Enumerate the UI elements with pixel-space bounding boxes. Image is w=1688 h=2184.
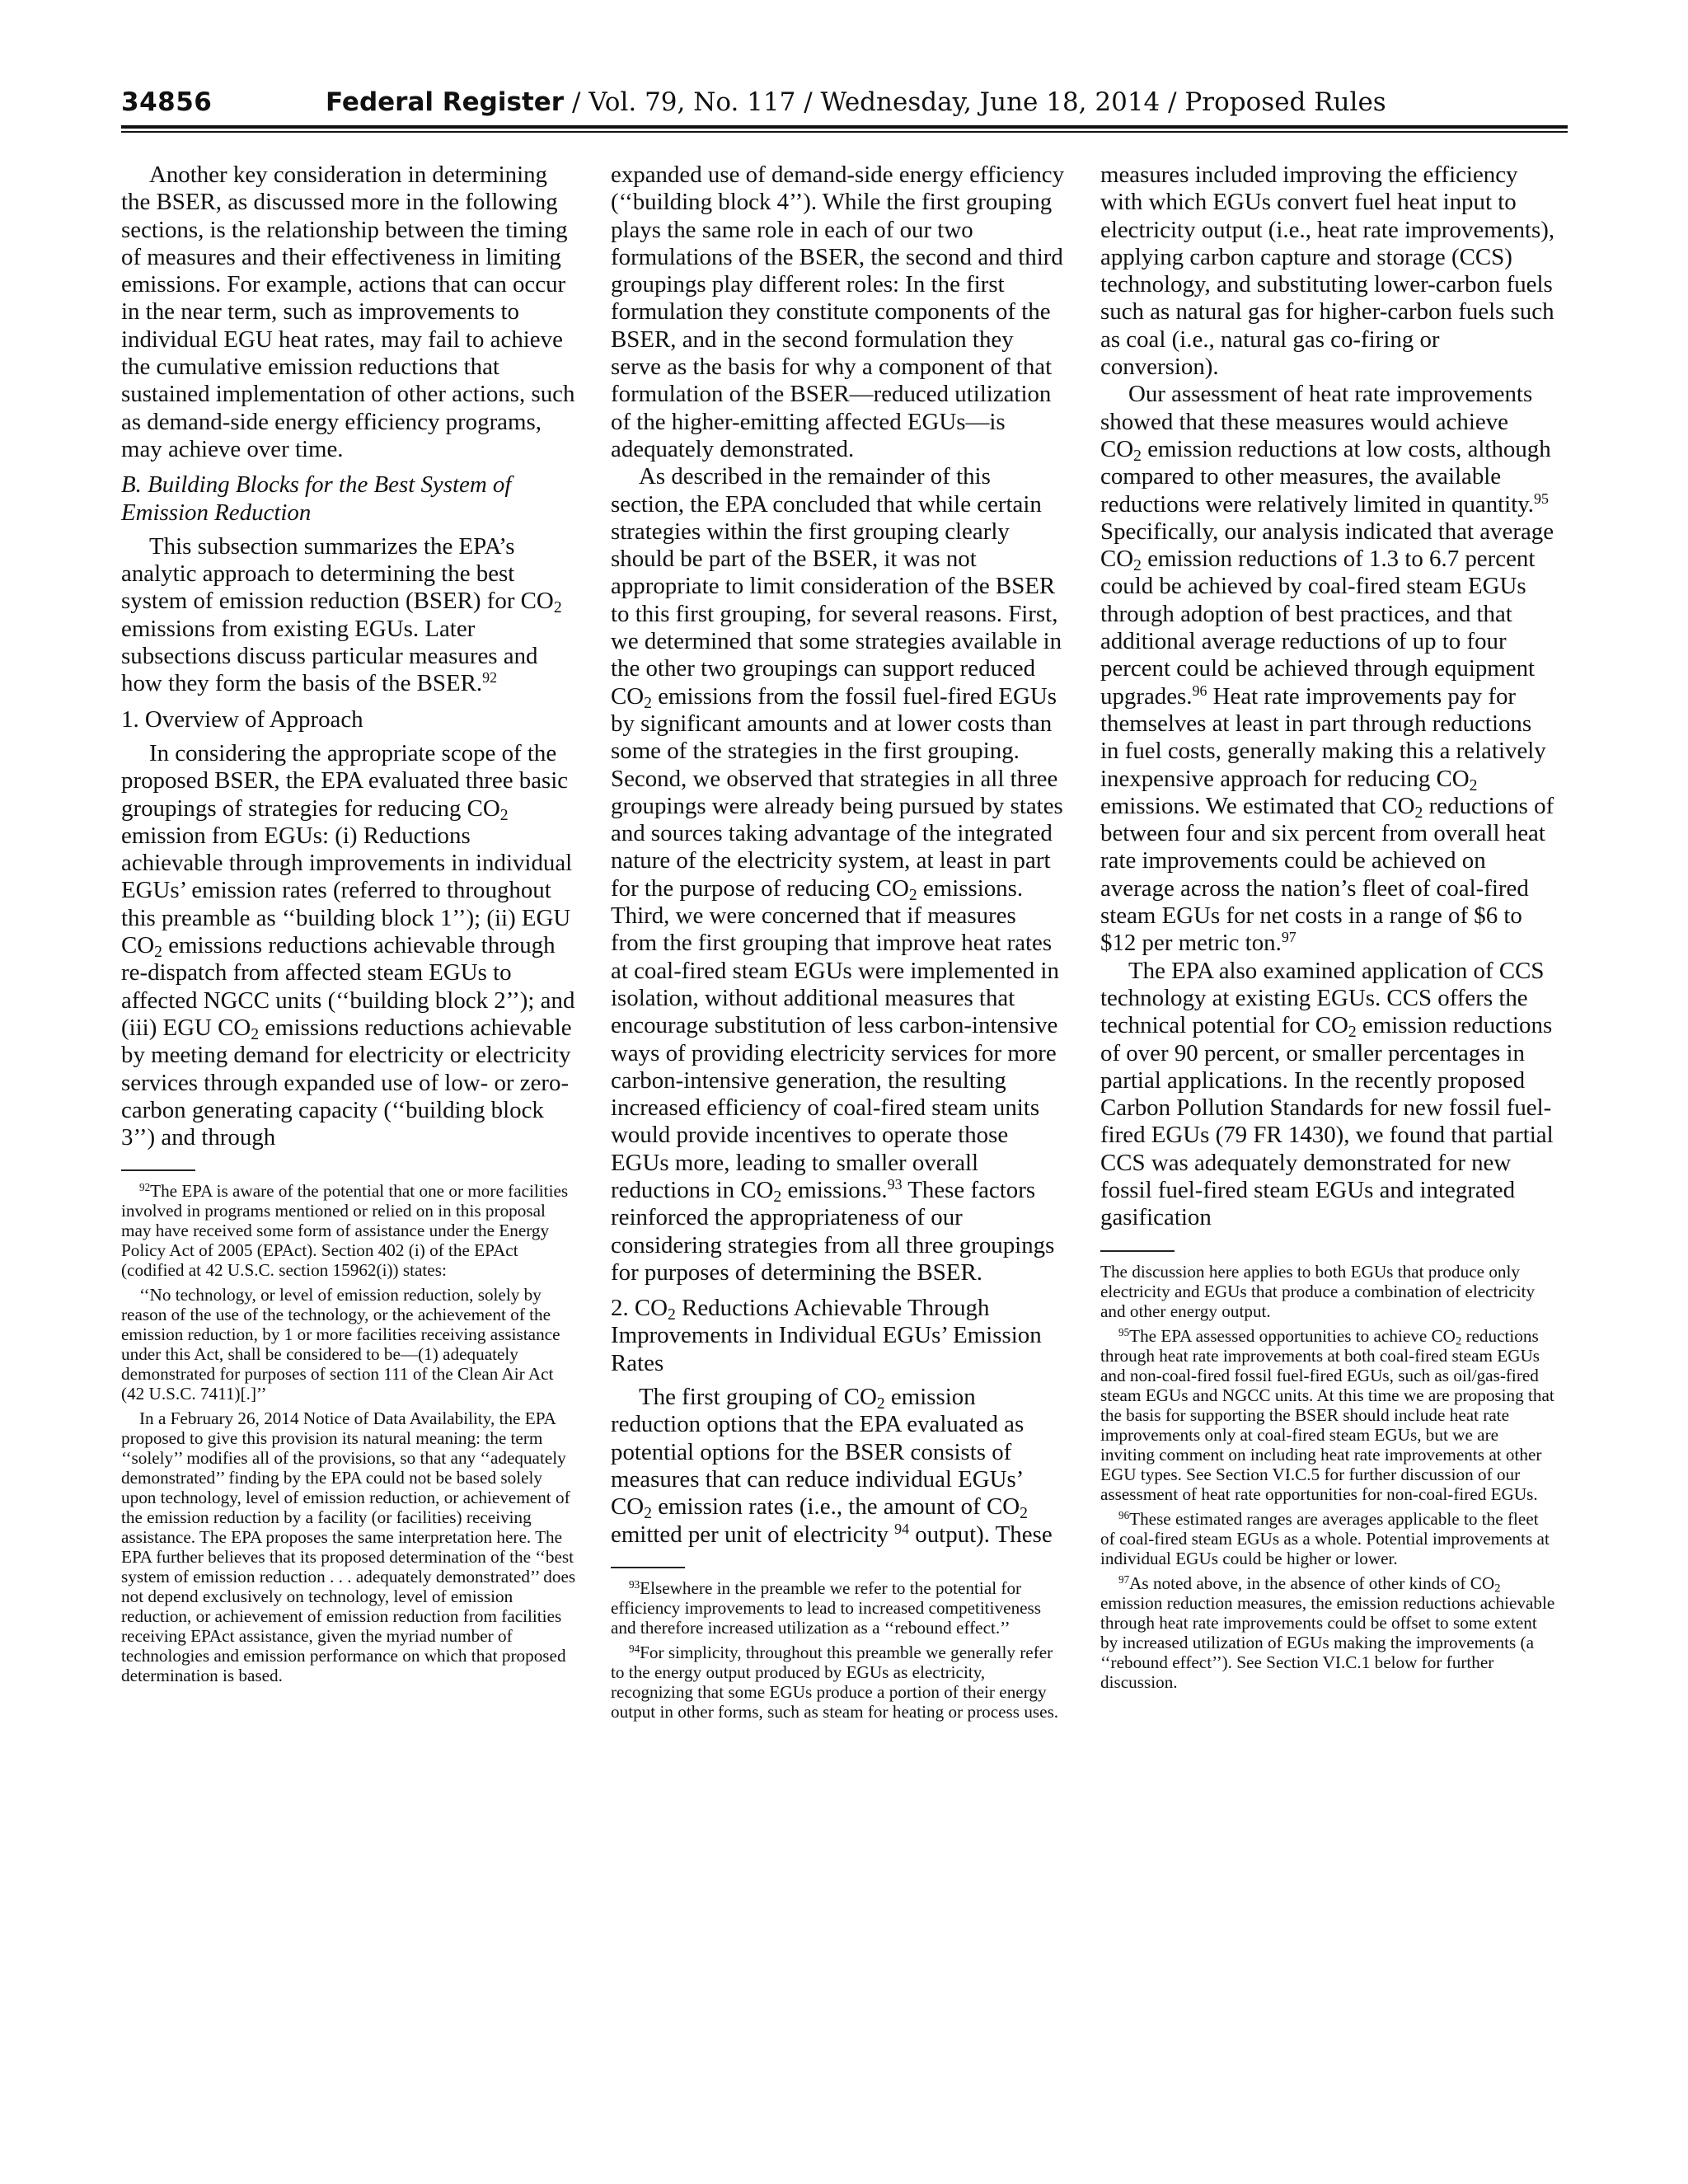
column-3	[1100, 162, 1555, 1697]
footnotes	[121, 1181, 576, 1685]
subsection-heading-1: 1. Overview of Approach	[121, 705, 363, 733]
paragraph: Our assessment of heat rate improvements showed that these measures would achieve $CO_2$ emission reductions at low costs, although compared to other measures, the available reductions were relatively limited in quantity.$^{95}$ Specifically, our analysis indicated that average $CO_2$ emission reductions of 1.3 to 6.7 percent could be achieved by coal-fired steam EGUs through adoption of best practices, and that additional average reductions of up to four percent could be achieved through equipment upgrades.$^{96}$ Heat rate improvements pay for themselves at least in part through reductions in fuel costs, generally making this a relatively inexpensive approach for reducing $CO_2$ emissions. We estimated that $CO_2$ reductions of between four and six percent from overall heat rate improvements could be achieved on average across the nation’s fleet of coal-fired steam EGUs for net costs in a range of $6 to $12 per metric ton.$^{97}$	[1100, 381, 1554, 957]
footnote-93: $^{93}$Elsewhere in the preamble we refer to the potential for efficiency improvements to lead to increased competitiveness and therefore increased utilization as a ‘‘rebound effect.’’	[611, 1577, 1042, 1638]
footnote-rule	[121, 1169, 195, 1171]
page-header	[121, 82, 1568, 122]
paragraph: The first grouping of $CO_2$ emission reduction options that the EPA evaluated as potential options for the BSER consists of measures that can reduce individual EGUs’ $CO_2$ emission rates (i.e., the amount of $CO_2$ emitted per unit of electricity $^{94}$ output). These	[611, 1384, 1053, 1548]
footnotes	[1100, 1262, 1555, 1692]
footnote-ref-95: 95	[1534, 490, 1549, 507]
paragraph: This subsection summarizes the EPA’s analytic approach to determining the best system of emission reduction (BSER) for $CO_2$ emissions from existing EGUs. Later subsections discuss particular measures and how they form the basis of the BSER.$^{92}$	[121, 532, 562, 697]
section-heading-b: B. Building Blocks for the Best System of Emission Reduction	[121, 471, 512, 526]
header-rule-thick	[121, 125, 1568, 129]
paragraph: measures included improving the efficiency with which EGUs convert fuel heat input to electricity output (i.e., heat rate improvements), applying carbon capture and storage (CCS) technology, and substituting lower-carbon fuels such as natural gas for higher-carbon fuels such as coal (i.e., natural gas co-firing or conversion).	[1100, 162, 1555, 381]
footnote-92-continued: In a February 26, 2014 Notice of Data Availability, the EPA proposed to give this provision its natural meaning: the term ‘‘solely’’ modifies all of the provisions, so that any ‘‘adequately demonstrated’’ finding by the EPA could not be based solely upon technology, level of emission reduction, or achievement of the emission reduction by a facility (or facilities) receiving assistance. The EPA proposes the same interpretation here. The EPA further believes that its proposed determination of the ‘‘best system of emission reduction . . . adequately demonstrated’’ does not depend exclusively on technology, level of emission reduction, or achievement of emission reduction from facilities receiving EPAct assistance, given the myriad number of technologies and emission performance on which that proposed determination is based.	[121, 1408, 576, 1686]
footnote-rule	[1100, 1250, 1175, 1252]
footnote-92: $^{92}$The EPA is aware of the potential that one or more facilities involved in programs mentioned or relied on in this proposal may have received some form of assistance under the Energy Policy Act of 2005 (EPAct). Section 402 (i) of the EPAct (codified at 42 U.S.C. section 15962(i)) states:	[121, 1181, 569, 1281]
footnote-ref-93: 93	[887, 1176, 903, 1193]
paragraph: In considering the appropriate scope of the proposed BSER, the EPA evaluated three basic groupings of strategies for reducing $CO_2$ emission from EGUs: (i) Reductions achievable through improvements in individual EGUs’ emission rates (referred to throughout this preamble as ‘‘building block 1’’); (ii) EGU $CO_2$ emissions reductions achievable through re-dispatch from affected steam EGUs to affected NGCC units (‘‘building block 2’’); and (iii) EGU $CO_2$ emissions reductions achievable by meeting demand for electricity or electricity services through expanded use of low- or zero-carbon generating capacity (‘‘building block 3’’) and through	[121, 739, 575, 1151]
footnote-97: $^{97}$As noted above, in the absence of other kinds of $CO_2$ emission reduction measures, the emission reductions achievable through heat rate improvements could be offset to some extent by increased utilization of EGUs making the improvements (a ‘‘rebound effect’’). See Section VI.C.1 below for further discussion.	[1100, 1572, 1555, 1692]
journal-name: Federal Register	[326, 87, 565, 117]
header-rule-thin	[121, 131, 1568, 133]
footnote-rule	[611, 1567, 685, 1568]
footnote-95: $^{95}$The EPA assessed opportunities to achieve $CO_2$ reductions through heat rate improvements at both coal-fired steam EGUs and non-coal-fired fossil fuel-fired EGUs, such as oil/gas-fired steam EGUs and NGCC units. At this time we are proposing that the basis for supporting the BSER should include heat rate improvements only at coal-fired steam EGUs, but we are inviting comment on including heat rate improvements at other EGU types. See Section VI.C.5 for further discussion of our assessment of heat rate opportunities for non-coal-fired EGUs.	[1100, 1325, 1554, 1504]
footnote-92-quote: ‘‘No technology, or level of emission reduction, solely by reason of the use of the technology, or the achievement of the emission reduction, by 1 or more facilities receiving assistance under this Act, shall be considered to be—(1) adequately demonstrated for purposes of section 111 of the Clean Air Act (42 U.S.C. 7411)[.]’’	[121, 1285, 560, 1404]
subsection-heading-2: 2. $CO_2$ Reductions Achievable Through Improvements in Individual EGUs’ Emission Rates	[611, 1295, 1042, 1376]
paragraph: expanded use of demand-side energy efficiency (‘‘building block 4’’). While the first grouping plays the same role in each of our two formulations of the BSER, the second and third groupings play different roles: In the first formulation they constitute components of the BSER, and in the second formulation they serve as the basis for why a component of that formulation of the BSER—reduced utilization of the higher-emitting affected EGUs—is adequately demonstrated.	[611, 162, 1065, 462]
column-1	[121, 162, 576, 1690]
footnote-ref-96: 96	[1192, 682, 1207, 699]
footnote-ref-94: 94	[894, 1520, 910, 1537]
page-number: 34856	[121, 87, 213, 117]
paragraph: Another key consideration in determining the BSER, as discussed more in the following sections, is the relationship between the timing of measures and their effectiveness in limiting emissions. For example, actions that can occur in the near term, such as improvements to individual EGU heat rates, may fail to achieve the cumulative emission reductions that sustained implementation of other actions, such as demand-side energy efficiency programs, may achieve over time.	[121, 162, 575, 462]
running-head	[326, 87, 1386, 117]
footnote-ref-92: 92	[482, 669, 498, 687]
paragraph: As described in the remainder of this section, the EPA concluded that while certain strategies within the first grouping clearly should be part of the BSER, it was not appropriate to limit consideration of the BSER to this first grouping, for several reasons. First, we determined that some strategies available in the other two groupings can support reduced $CO_2$ emissions from the fossil fuel-fired EGUs by significant amounts and at lower costs than some of the strategies in the first grouping. Second, we observed that strategies in all three groupings were already being pursued by states and sources taking advantage of the integrated nature of the electricity system, at least in part for the purpose of reducing $CO_2$ emissions. Third, we were concerned that if measures from the first grouping that improve heat rates at coal-fired steam EGUs were implemented in isolation, without additional measures that encourage substitution of less carbon-intensive ways of providing electricity services for more carbon-intensive generation, the resulting increased efficiency of coal-fired steam units would provide incentives to operate those EGUs more, leading to smaller overall reductions in $CO_2$ emissions.$^{93}$ These factors reinforced the appropriateness of our considering strategies from all three groupings for purposes of determining the BSER.	[611, 463, 1063, 1286]
footnote-ref-97: 97	[1281, 929, 1296, 946]
paragraph: The EPA also examined application of CCS technology at existing EGUs. CCS offers the technical potential for $CO_2$ emission reductions of over 90 percent, or smaller percentages in partial applications. In the recently proposed Carbon Pollution Standards for new fossil fuel-fired EGUs (79 FR 1430), we found that partial CCS was adequately demonstrated for new fossil fuel-fired steam EGUs and integrated gasification	[1100, 957, 1554, 1231]
footnote-94-continued: The discussion here applies to both EGUs that produce only electricity and EGUs that produce a combination of electricity and other energy output.	[1100, 1261, 1536, 1321]
footnotes	[611, 1578, 1066, 1722]
issue-details: / Vol. 79, No. 117 / Wednesday, June 18, 2014 / Proposed Rules	[564, 87, 1386, 117]
column-2	[611, 162, 1066, 1727]
footnote-94: $^{94}$For simplicity, throughout this preamble we generally refer to the energy output produced by EGUs as electricity, recognizing that some EGUs produce a portion of their energy output in other forms, such as steam for heating or process uses.	[611, 1642, 1059, 1722]
footnote-96: $^{96}$These estimated ranges are averages applicable to the fleet of coal-fired steam EGUs as a whole. Potential improvements at individual EGUs could be higher or lower.	[1100, 1508, 1550, 1568]
